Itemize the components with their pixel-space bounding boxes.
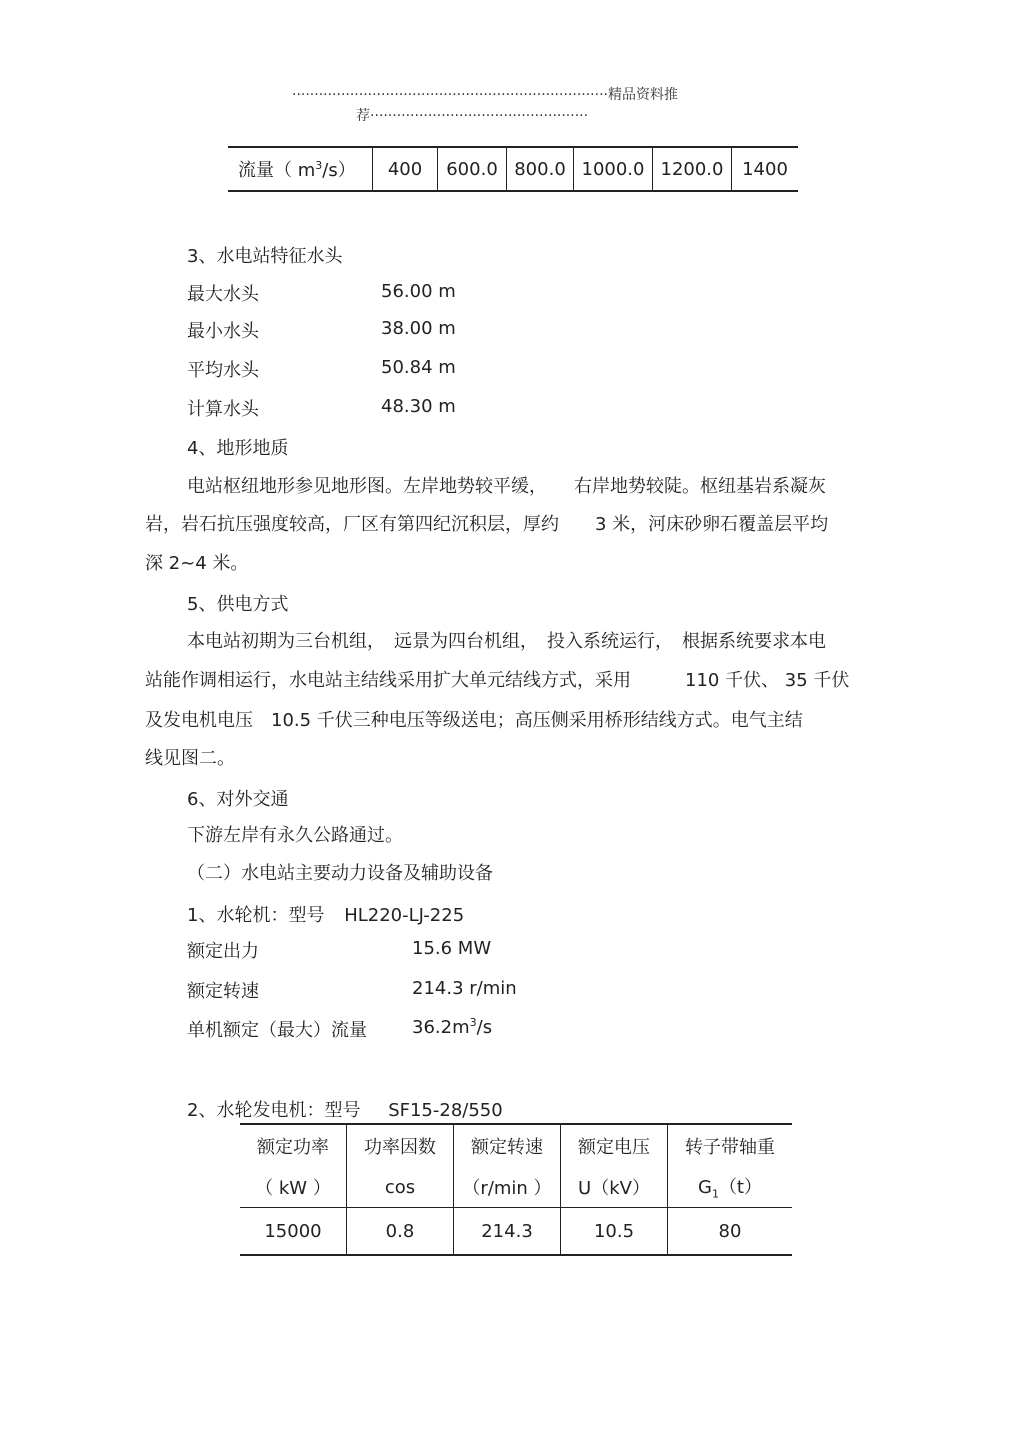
header-line-1: ·······································································精品资料推: [292, 87, 678, 103]
section-5-title: 5、供电方式: [187, 594, 289, 615]
table-cell: 80: [668, 1208, 793, 1256]
turbine-model: HL220-LJ-225: [344, 905, 465, 926]
column-header: 额定转速: [454, 1124, 561, 1167]
turbine-param-label: 额定出力: [187, 941, 259, 962]
turbine-flow-sup: 3: [469, 1016, 477, 1029]
equipment-section-title: （二）水电站主要动力设备及辅助设备: [187, 863, 493, 884]
table-cell: 10.5: [561, 1208, 668, 1256]
header-line-2: 荐·················································: [356, 108, 589, 124]
head-label: 最大水头: [187, 284, 259, 305]
head-label: 计算水头: [187, 399, 259, 420]
head-label: 平均水头: [187, 360, 259, 381]
column-unit: cos: [347, 1167, 454, 1208]
section-6-title: 6、对外交通: [187, 789, 289, 810]
generator-title: [187, 1096, 503, 1122]
flow-label-unit: /s）: [322, 160, 356, 181]
paragraph-line: 岩，岩石抗压强度较高，厂区有第四纪沉积层，厚约 3 米，河床砂卵石覆盖层平均: [145, 514, 829, 535]
head-value: 56.00 m: [381, 281, 456, 302]
section-4-title: 4、地形地质: [187, 438, 289, 459]
section-3-title: 3、水电站特征水头: [187, 246, 343, 267]
generator-table: [240, 1123, 792, 1256]
column-unit-sub: 1: [711, 1187, 719, 1201]
turbine-flow-value: [412, 1016, 492, 1038]
flow-value-cell: 1400: [732, 147, 799, 191]
column-unit: U（kV）: [561, 1167, 668, 1208]
paragraph-line: 及发电机电压 10.5 千伏三种电压等级送电；高压侧采用桥形结线方式。电气主结: [145, 710, 803, 731]
head-value: 48.30 m: [381, 396, 456, 417]
column-unit-symbol: G: [697, 1177, 712, 1199]
flow-value-cell: 1000.0: [574, 147, 653, 191]
flow-value-cell: 800.0: [507, 147, 574, 191]
column-header: 功率因数: [347, 1124, 454, 1167]
generator-model: SF15-28/550: [388, 1100, 503, 1121]
paragraph-line: 下游左岸有永久公路通过。: [187, 825, 403, 846]
turbine-param-value: 214.3 r/min: [412, 978, 517, 999]
column-unit-suffix: （t）: [718, 1177, 762, 1199]
paragraph-line: 电站枢纽地形参见地形图。左岸地势较平缓， 右岸地势较陡。枢纽基岩系凝灰: [187, 476, 826, 497]
flow-value-cell: 400: [373, 147, 438, 191]
column-unit: （r/min ）: [454, 1167, 561, 1208]
head-value: 38.00 m: [381, 318, 456, 339]
table-cell: 214.3: [454, 1208, 561, 1256]
column-header: 额定电压: [561, 1124, 668, 1167]
paragraph-line: 本电站初期为三台机组， 远景为四台机组， 投入系统运行， 根据系统要求本电: [187, 631, 826, 652]
flow-value-cell: 600.0: [438, 147, 507, 191]
table-row: [228, 147, 798, 191]
turbine-title-label: 1、水轮机：型号: [187, 905, 325, 926]
head-label: 最小水头: [187, 321, 259, 342]
head-value: 50.84 m: [381, 357, 456, 378]
column-unit: [668, 1167, 793, 1208]
flow-label-cell: [228, 147, 373, 191]
flow-table: [228, 146, 798, 192]
turbine-title: [187, 901, 464, 927]
flow-label: 流量（ m: [238, 160, 316, 181]
paragraph-line: 线见图二。: [145, 748, 235, 769]
flow-label-sup: 3: [315, 159, 323, 172]
turbine-flow-unit: /s: [476, 1017, 493, 1038]
flow-value-cell: 1200.0: [653, 147, 732, 191]
paragraph-line: 站能作调相运行，水电站主结线采用扩大单元结线方式，采用 110 千伏、 35 千伏: [145, 670, 850, 691]
table-row: [240, 1208, 792, 1256]
turbine-param-label: 额定转速: [187, 981, 259, 1002]
paragraph-line: 深 2~4 米。: [145, 553, 249, 574]
column-unit: （ kW ）: [240, 1167, 347, 1208]
table-cell: 15000: [264, 1220, 322, 1242]
generator-title-label: 2、水轮发电机：型号: [187, 1100, 361, 1121]
column-header: 额定功率: [257, 1137, 329, 1158]
column-header: 转子带轴重: [668, 1124, 793, 1167]
table-cell: 0.8: [347, 1208, 454, 1256]
table-header-row: [240, 1124, 792, 1167]
turbine-flow-number: 36.2m: [412, 1017, 470, 1038]
turbine-flow-label: 单机额定（最大）流量: [187, 1020, 367, 1041]
turbine-param-value: 15.6 MW: [412, 938, 492, 959]
table-unit-row: [240, 1167, 792, 1208]
